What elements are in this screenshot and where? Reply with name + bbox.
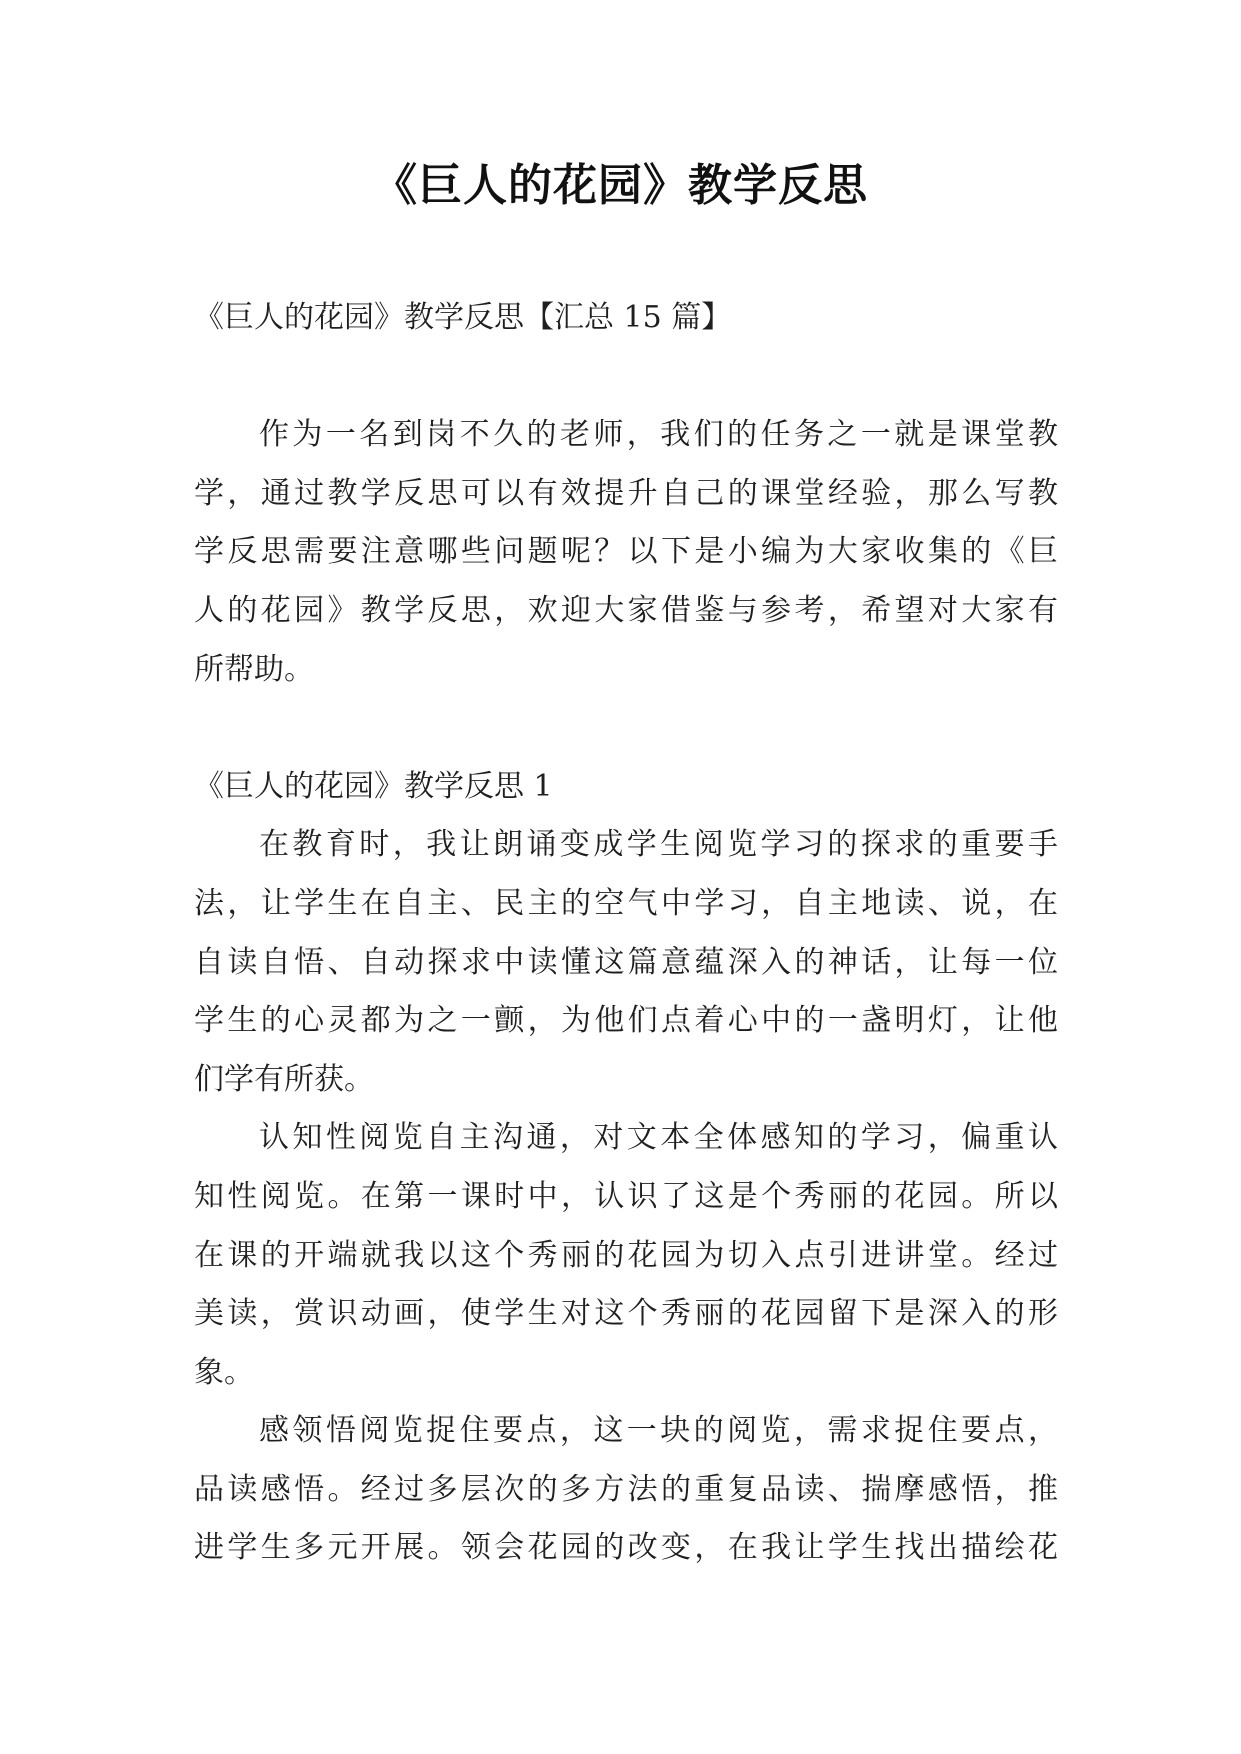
paragraph-line: 知性阅览。在第一课时中，认识了这是个秀丽的花园。所以 xyxy=(194,1178,1058,1214)
document-subtitle: 《巨人的花园》教学反思【汇总 15 篇】 xyxy=(194,300,732,335)
blank-line xyxy=(194,699,1058,758)
paragraph-line: 在教育时，我让朗诵变成学生阅览学习的探求的重要手 xyxy=(259,827,1058,863)
paragraph-line: 所帮助。 xyxy=(194,651,314,687)
paragraph-line: 在课的开端就我以这个秀丽的花园为切入点引进讲堂。经过 xyxy=(194,1237,1058,1273)
paragraph-line: 作为一名到岗不久的老师，我们的任务之一就是课堂教 xyxy=(259,417,1058,453)
paragraph-line: 法，让学生在自主、民主的空气中学习，自主地读、说，在 xyxy=(194,885,1058,921)
paragraph-line: 学生的心灵都为之一颤，为他们点着心中的一盏明灯，让他 xyxy=(194,1003,1058,1039)
intro-paragraph xyxy=(194,406,1058,699)
section-paragraph xyxy=(194,816,1058,1109)
section-paragraph xyxy=(194,1109,1058,1402)
document-body xyxy=(194,289,1058,1578)
paragraph-line: 感领悟阅览捉住要点，这一块的阅览，需求捉住要点， xyxy=(259,1413,1058,1449)
paragraph-line: 学，通过教学反思可以有效提升自己的课堂经验，那么写教 xyxy=(194,475,1058,511)
paragraph-line: 进学生多元开展。领会花园的改变，在我让学生找出描绘花 xyxy=(194,1530,1058,1566)
paragraph-line: 人的花园》教学反思，欢迎大家借鉴与参考，希望对大家有 xyxy=(194,592,1058,628)
paragraph-line: 品读感悟。经过多层次的多方法的重复品读、揣摩感悟，推 xyxy=(194,1471,1058,1507)
section xyxy=(194,758,1058,1578)
paragraph-line: 象。 xyxy=(194,1354,254,1390)
paragraph-line: 们学有所获。 xyxy=(194,1061,374,1097)
paragraph-line: 美读，赏识动画，使学生对这个秀丽的花园留下是深入的形 xyxy=(194,1296,1058,1332)
section-heading: 《巨人的花园》教学反思 1 xyxy=(194,768,553,804)
blank-line xyxy=(194,348,1058,407)
paragraph-line: 学反思需要注意哪些问题呢？以下是小编为大家收集的《巨 xyxy=(194,534,1058,570)
document-title: 《巨人的花园》教学反思 xyxy=(373,160,868,211)
paragraph-line: 认知性阅览自主沟通，对文本全体感知的学习，偏重认 xyxy=(259,1120,1058,1156)
section-paragraph xyxy=(194,1402,1058,1578)
paragraph-line: 自读自悟、自动探求中读懂这篇意蕴深入的神话，让每一位 xyxy=(194,944,1058,980)
